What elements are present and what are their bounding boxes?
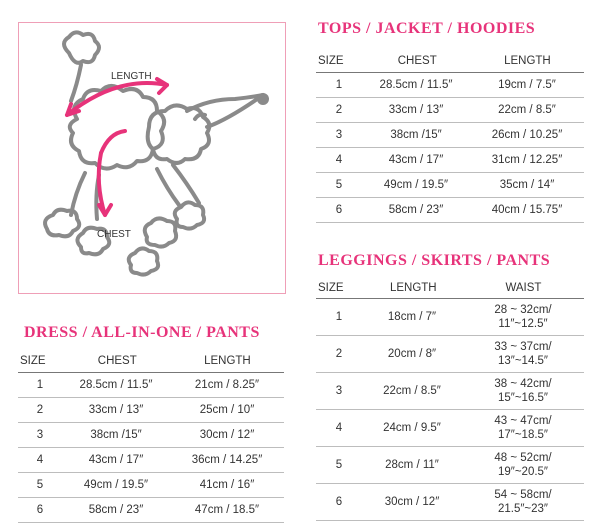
- table-row: [316, 123, 584, 148]
- chest-header: CHEST: [97, 355, 137, 367]
- waist-cm: 43 ~ 47cm/: [494, 415, 552, 427]
- size-header: SIZE: [318, 282, 344, 294]
- measure-cell: 21cm / 8.25″: [194, 379, 260, 391]
- waist-inch: 15″~16.5″: [497, 392, 549, 404]
- table-row: [18, 398, 284, 423]
- poodle-icon: [19, 23, 285, 293]
- size-cell: 4: [335, 422, 343, 434]
- table-row: [316, 410, 584, 447]
- waist-header: WAIST: [505, 282, 542, 294]
- table-row: [18, 373, 284, 398]
- measure-cell: 25cm / 10″: [199, 404, 255, 416]
- table-row: [316, 447, 584, 484]
- measure-cell: 33cm / 13″: [88, 404, 144, 416]
- size-cell: 3: [335, 385, 343, 397]
- waist-inch: 13″~14.5″: [497, 355, 549, 367]
- leggings-size-table: [316, 278, 584, 521]
- size-cell: 5: [335, 179, 343, 191]
- size-cell: 2: [36, 404, 44, 416]
- table-row: [316, 373, 584, 410]
- table-row: [18, 498, 284, 523]
- measure-cell: 38cm /15″: [90, 429, 142, 441]
- length-header: LENGTH: [389, 282, 437, 294]
- size-cell: 6: [36, 504, 44, 516]
- size-cell: 2: [335, 104, 343, 116]
- measure-cell: 43cm / 17″: [388, 154, 444, 166]
- table-row: [316, 484, 584, 521]
- size-cell: 2: [335, 348, 343, 360]
- waist-inch: 11″~12.5″: [498, 318, 548, 330]
- length-header: LENGTH: [504, 55, 551, 67]
- table-header-row: [18, 350, 284, 373]
- measure-cell: 35cm / 14″: [499, 179, 555, 191]
- waist-cell: [462, 303, 584, 331]
- measure-cell: 30cm / 12″: [199, 429, 255, 441]
- measure-cell: 28.5cm / 11.5″: [379, 79, 453, 91]
- size-cell: 5: [36, 479, 44, 491]
- measure-cell: 28cm / 11″: [385, 459, 439, 471]
- measure-cell: 26cm / 10.25″: [491, 129, 563, 141]
- size-cell: 6: [335, 496, 343, 508]
- measure-cell: 31cm / 12.25″: [491, 154, 563, 166]
- size-cell: 4: [335, 154, 343, 166]
- length-header: LENGTH: [204, 355, 251, 367]
- size-cell: 4: [36, 454, 44, 466]
- measure-cell: 24cm / 9.5″: [383, 422, 441, 434]
- table-row: [316, 148, 584, 173]
- table-row: [316, 98, 584, 123]
- table-row: [18, 473, 284, 498]
- nose-icon: [257, 93, 269, 105]
- measure-cell: 40cm / 15.75″: [491, 204, 563, 216]
- measurement-illustration: [18, 22, 286, 294]
- dress-size-table: [18, 350, 284, 523]
- measure-cell: 22cm / 8.5″: [498, 104, 556, 116]
- measure-cell: 20cm / 8″: [387, 348, 437, 360]
- tops-heading: TOPS / JACKET / HOODIES: [318, 20, 536, 37]
- waist-cm: 48 ~ 52cm/: [494, 452, 552, 464]
- size-cell: 1: [36, 379, 44, 391]
- leggings-heading: LEGGINGS / SKIRTS / PANTS: [318, 252, 551, 269]
- waist-cm: 38 ~ 42cm/: [494, 378, 552, 390]
- waist-cell: [462, 377, 584, 405]
- dress-heading: DRESS / ALL-IN-ONE / PANTS: [24, 324, 260, 341]
- waist-cell: [462, 340, 584, 368]
- tops-size-table: [316, 50, 584, 223]
- measure-cell: 30cm / 12″: [384, 496, 440, 508]
- table-header-row: [316, 50, 584, 73]
- table-header-row: [316, 278, 584, 299]
- waist-cell: [462, 414, 584, 442]
- table-row: [316, 299, 584, 336]
- measure-cell: 49cm / 19.5″: [383, 179, 449, 191]
- size-cell: 1: [335, 311, 343, 323]
- waist-cell: [462, 488, 584, 516]
- measure-cell: 47cm / 18.5″: [194, 504, 260, 516]
- table-row: [316, 73, 584, 98]
- measure-cell: 33cm / 13″: [388, 104, 444, 116]
- measure-cell: 49cm / 19.5″: [83, 479, 149, 491]
- measure-cell: 22cm / 8.5″: [383, 385, 441, 397]
- measure-cell: 19cm / 7.5″: [498, 79, 556, 91]
- table-row: [316, 336, 584, 373]
- measure-cell: 28.5cm / 11.5″: [79, 379, 153, 391]
- table-row: [316, 198, 584, 223]
- chest-label: CHEST: [97, 229, 131, 240]
- chest-header: CHEST: [397, 55, 437, 67]
- size-cell: 1: [335, 79, 343, 91]
- measure-cell: 58cm / 23″: [388, 204, 444, 216]
- measure-cell: 36cm / 14.25″: [191, 454, 263, 466]
- size-header: SIZE: [20, 355, 46, 367]
- length-label: LENGTH: [111, 71, 152, 82]
- waist-inch: 17″~18.5″: [497, 429, 549, 441]
- size-header: SIZE: [318, 55, 344, 67]
- measure-cell: 43cm / 17″: [88, 454, 144, 466]
- size-cell: 5: [335, 459, 343, 471]
- size-cell: 3: [36, 429, 44, 441]
- waist-inch: 19″~20.5″: [497, 466, 549, 478]
- waist-cm: 54 ~ 58cm/: [494, 489, 552, 501]
- waist-cm: 33 ~ 37cm/: [494, 341, 552, 353]
- table-row: [316, 173, 584, 198]
- measure-cell: 58cm / 23″: [88, 504, 144, 516]
- table-row: [18, 448, 284, 473]
- measure-cell: 38cm /15″: [390, 129, 442, 141]
- waist-cell: [462, 451, 584, 479]
- size-cell: 6: [335, 204, 343, 216]
- waist-cm: 28 ~ 32cm/: [494, 304, 552, 316]
- measure-cell: 18cm / 7″: [387, 311, 437, 323]
- waist-inch: 21.5″~23″: [497, 503, 549, 515]
- table-row: [18, 423, 284, 448]
- measure-cell: 41cm / 16″: [199, 479, 255, 491]
- size-cell: 3: [335, 129, 343, 141]
